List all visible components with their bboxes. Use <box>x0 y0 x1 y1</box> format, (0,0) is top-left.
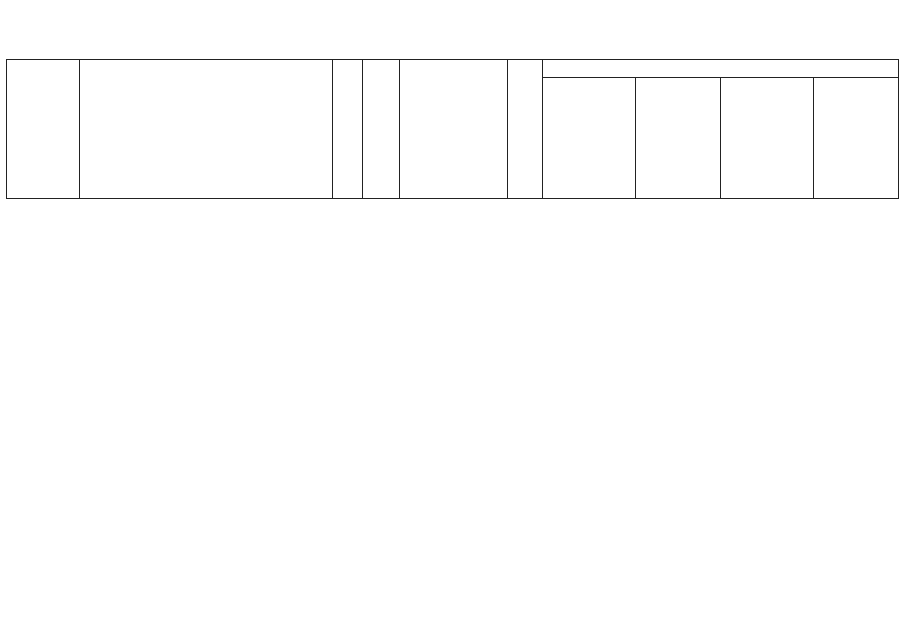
cell-rz <box>333 229 363 234</box>
cell-kod <box>7 229 80 234</box>
header-summa <box>543 60 899 78</box>
header-vr <box>508 60 543 199</box>
budget-table <box>6 59 899 234</box>
cell-2019-incl <box>814 229 899 234</box>
cell-2018-incl <box>636 229 721 234</box>
header-2018-incl <box>636 78 721 199</box>
header-pr <box>363 60 400 199</box>
header-2019-total <box>721 78 814 199</box>
cell-csr <box>400 229 508 234</box>
header-csr <box>400 60 508 199</box>
cell-pr <box>363 229 400 234</box>
table-row <box>7 229 899 234</box>
cell-2018-total <box>543 229 636 234</box>
header-name <box>80 60 333 199</box>
table-body <box>7 199 899 235</box>
cell-name <box>80 229 333 234</box>
table-header <box>7 60 899 199</box>
header-kod <box>7 60 80 199</box>
cell-vr <box>508 229 543 234</box>
header-2019-incl <box>814 78 899 199</box>
header-rz <box>333 60 363 199</box>
cell-2019-total <box>721 229 814 234</box>
header-2018-total <box>543 78 636 199</box>
